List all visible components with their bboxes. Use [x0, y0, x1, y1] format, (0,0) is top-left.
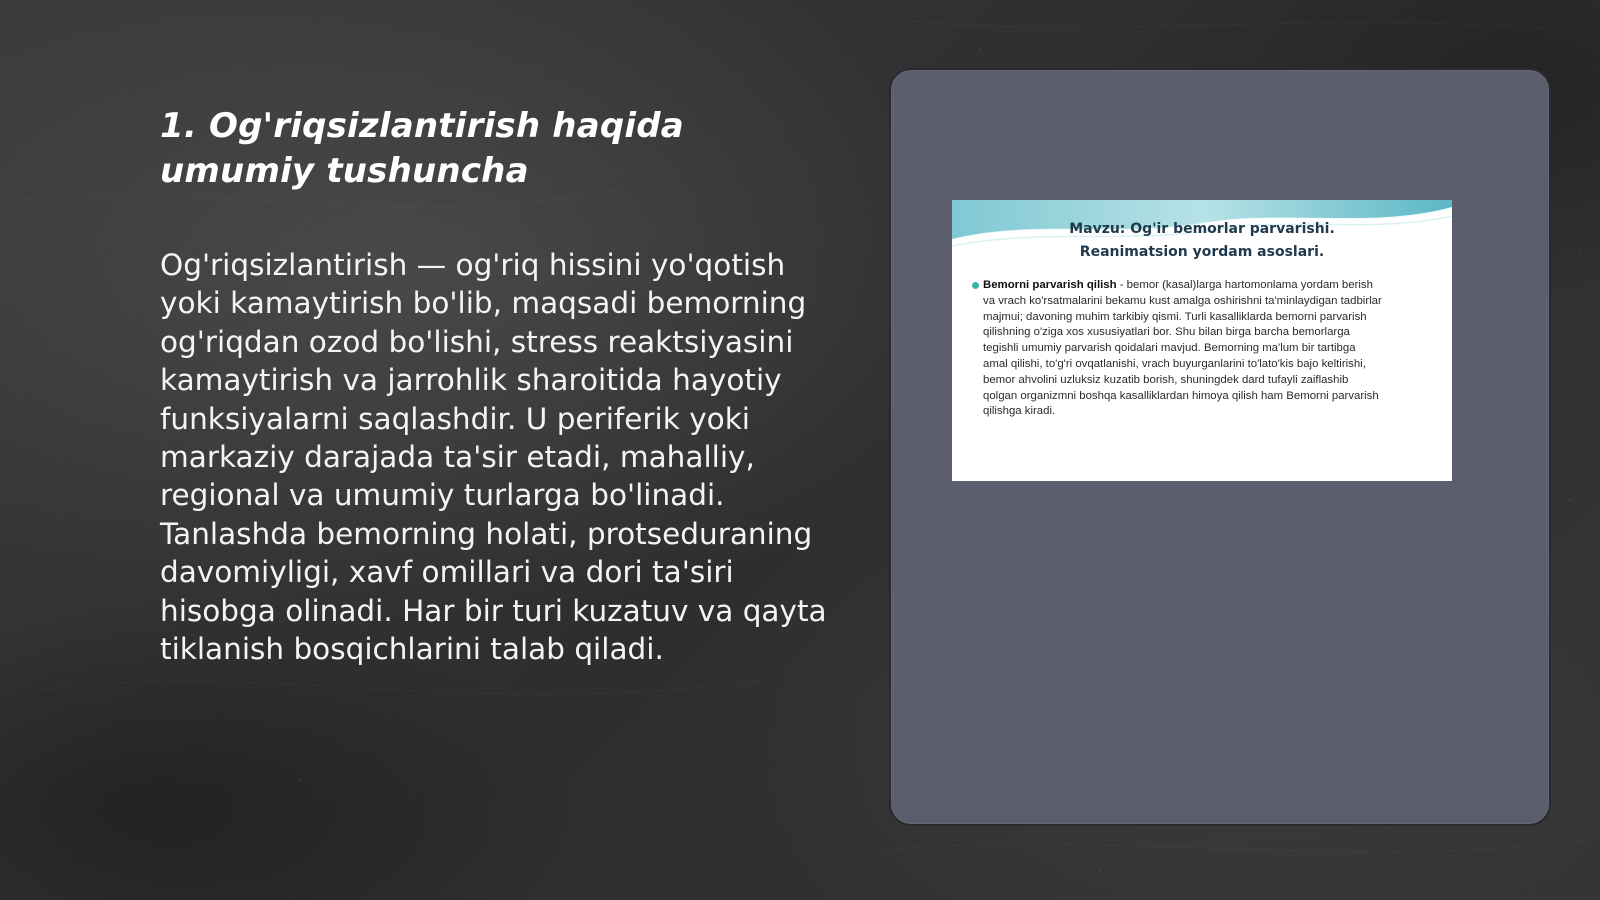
slide-title: 1. Og'riqsizlantirish haqida umumiy tushuncha [160, 106, 684, 191]
bullet-icon [972, 282, 979, 289]
text-column [160, 104, 840, 668]
embedded-definition: - bemor (kasal)larga hartomonlama yordam berish va vrach ko'rsatmalarini bekamu kust amalga oshirishni ta'minlaydigan tadbirlar majmui; davoning muhim tarkibiy qismi. Turli kasalliklarda bemorni parvarish qilishning o'ziga xos xususiyatlari bor. Shu bilan birga barcha bemorlarga tegishli umumiy parvarish qoidalari mavjud. Bemorning ma'lum bir tartibga amal qilishi, to'g'ri ovqatlanishi, vrach buyurganlarini to'lato'kis bajo keltirishi, bemor ahvolini uzluksiz kuzatib borish, shuningdek dard tufayli zaiflashib qolgan organizmni boshqa kasalliklardan himoya qilish ham Bemorni parvarish qilishga kiradi. [983, 279, 1382, 418]
slide-body-text: Og'riqsizlantirish — og'riq hissini yo'qotish yoki kamaytirish bo'lib, maqsadi bemorning og'riqdan ozod bo'lishi, stress reaktsiyasini kamaytirish va jarrohlik sharoitida hayotiy funksiyalarni saqlashdir. U periferik yoki markaziy darajada ta'sir etadi, mahalliy, regional va umumiy turlarga bo'linadi. Tanlashda bemorning holati, protseduraning davomiyligi, xavf omillari va dori ta'siri hisobga olinadi. Har bir turi kuzatuv va qayta tiklanish bosqichlarini talab qiladi. [160, 248, 827, 667]
embedded-slide-image [952, 200, 1452, 481]
embedded-slide-text [972, 278, 1382, 420]
embedded-title-line-1: Mavzu: Og'ir bemorlar parvarishi. [1069, 221, 1335, 237]
embedded-term: Bemorni parvarish qilish [983, 279, 1117, 291]
embedded-slide-title [992, 218, 1412, 264]
embedded-title-line-2: Reanimatsion yordam asoslari. [1079, 244, 1325, 260]
image-panel [889, 68, 1551, 826]
